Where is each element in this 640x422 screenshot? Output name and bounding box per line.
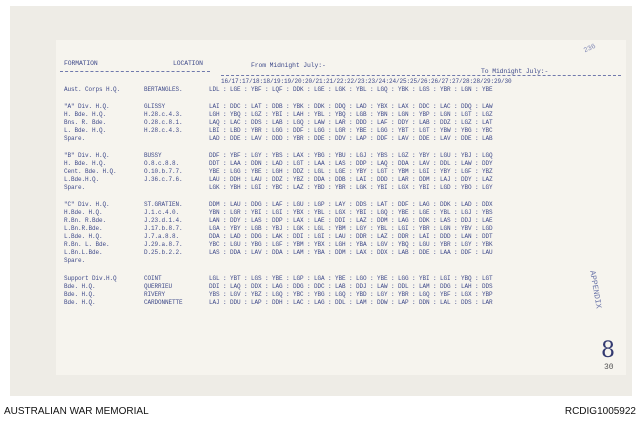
row-formation: Support Div.H.Q (64, 275, 117, 282)
row-formation: L.Bn.L.Bde. (64, 249, 103, 256)
row-codes: LGL : YBT : LGS : YBE : LGP : LGA : YBE : LGO : YBE : LGG : YBI : LGI : YBQ : LGT (209, 275, 493, 282)
row-codes: LAU : DDH : LAU : DDZ : YBZ : DDA : DDB : LAI : DDD : LAR : DDM : LAJ : DDY : LAZ (209, 176, 493, 183)
handwritten-number: 8 (601, 338, 615, 363)
row-location: J.23.d.1.4. (144, 217, 183, 224)
footer-right: RCDIG1005922 (564, 406, 636, 417)
row-location: J.17.b.8.7. (144, 225, 183, 232)
row-formation: H.Bde. H.Q. (64, 209, 103, 216)
row-location: O.10.b.7.7. (144, 168, 183, 175)
row-codes: YBE : LGG : YBE : LGH : DDZ : LGL : LGE : YBY : LGT : YBM : LGI : YBY : LGF : YBZ (209, 168, 493, 175)
row-location: CARDONNETTE (144, 299, 183, 306)
row-codes: LAS : DDA : LAV : DDA : LAM : YBA : DDM : LAX : DDX : LAB : DDE : LAA : DDF : LAU (209, 249, 493, 256)
row-formation: Cent. Bde. H.Q. (64, 168, 117, 175)
row-formation: L.Bde. H.Q. (64, 233, 103, 240)
row-location: ST.GRATIEN. (144, 201, 183, 208)
row-formation: "B" Div. H.Q. (64, 152, 110, 159)
footer-left: AUSTRALIAN WAR MEMORIAL (4, 406, 149, 417)
row-formation: Bns. R. Bde. (64, 119, 107, 126)
row-formation: Bde. H.Q. (64, 283, 96, 290)
header-formation: FORMATION (64, 60, 98, 67)
row-codes: LAD : DDE : LAV : DDD : YBR : DDE : DDV : LAP : DDF : LAV : DDE : LAV : DDE : LAB (209, 135, 493, 142)
row-codes: YBS : LGV : YBZ : LGQ : YBC : YBG : LGQ : YBD : LGY : YBR : LGQ : YBF : LGX : YBP (209, 291, 493, 298)
row-codes: YBN : LGR : YBI : LGI : YBX : YBL : LGX : YBI : LGQ : YBE : LGE : YBL : LGJ : YBS (209, 209, 493, 216)
row-location: RIVERY (144, 291, 166, 298)
header-location: LOCATION (173, 60, 203, 67)
header-dates: 16/17:17/18:18/19:19/20:20/21:21/22:22/23:23/24:24/25:25/26:26/27:27/28:28/29:29/30 (221, 78, 512, 85)
row-codes: DDF : YBF : LGY : YBS : LAX : YBG : YBU : LGJ : YBS : LGZ : YBY : LGU : YBJ : LGQ (209, 152, 493, 159)
row-codes: LGK : YBH : LGI : YBC : LAZ : YBD : YBR : LGK : YBI : LGX : YBI : LGD : YBO : LGY (209, 184, 493, 191)
header-to: To Midnight July:- (481, 68, 549, 75)
row-location: BERTANGLES. (144, 86, 183, 93)
row-formation: L. Bde. H.Q. (64, 127, 107, 134)
row-formation: Spare. (64, 257, 86, 264)
row-location: O.8.c.8.8. (144, 160, 180, 167)
document-paper (56, 40, 626, 375)
row-codes: LAN : DDY : LAS : DDP : LAX : LAE : DDI : LAZ : DDM : LAG : DDK : LAS : DDJ : LAE (209, 217, 493, 224)
row-formation: Spare. (64, 135, 86, 142)
row-codes: LAQ : LAC : DDS : LAB : LGQ : LAW : LAR : DDD : LAF : DDY : LAB : DDZ : LGZ : LAT (209, 119, 493, 126)
row-formation: Spare. (64, 184, 86, 191)
page-number: 236 (582, 42, 598, 56)
row-formation: Aust. Corps H.Q. (64, 86, 121, 93)
row-formation: Bde. H.Q. (64, 291, 96, 298)
row-formation: R.Bn. R.Bde. (64, 217, 107, 224)
row-formation: H. Bde. H.Q. (64, 111, 107, 118)
header-from: From Midnight July:- (251, 62, 326, 69)
row-formation: L.Bde.H.Q. (64, 176, 100, 183)
row-formation: L.Bn.R.Bde. (64, 225, 103, 232)
row-location: COINT (144, 275, 162, 282)
row-formation: "C" Div. H.Q. (64, 201, 110, 208)
row-location: H.28.c.4.3. (144, 111, 183, 118)
row-codes: YBC : LGU : YBG : LGF : YBM : YBX : LGH : YBA : LGV : YBQ : LGU : YBR : LGY : YBK (209, 241, 493, 248)
row-location: J.29.a.8.7. (144, 241, 183, 248)
row-formation: H. Bde. H.Q. (64, 160, 107, 167)
row-codes: DDM : LAU : DDG : LAF : LGU : LGP : LAY : DDS : LAT : DDF : LAG : DDK : LAD : DDX (209, 201, 493, 208)
row-codes: LBI : LBD : YBR : LGG : DDF : LGG : LGR : YBE : LGG : YBT : LGT : YBW : YBG : YBC (209, 127, 493, 134)
row-formation: Bde. H.Q. (64, 299, 96, 306)
row-codes: DDI : LAQ : DDX : LAG : DDG : DDC : LAB : DDJ : LAW : DDL : LAM : DDG : LAH : DDS (209, 283, 493, 290)
row-codes: LGH : YBQ : LGZ : YBI : LAH : YBL : YBQ : LGB : YBN : LGN : YBP : LGN : LGT : LGZ (209, 111, 493, 118)
row-codes: LAI : DDC : LAT : DDB : YBK : DDK : DDQ : LAD : YBX : LAX : DDC : LAC : DDQ : LAW (209, 103, 493, 110)
header-rule-right (221, 75, 621, 76)
row-codes: LAJ : DDU : LAP : DDH : LAC : LAG : DDL : LAM : DDW : LAP : DDN : LAL : DDS : LAR (209, 299, 493, 306)
corner-number: 30 (604, 363, 614, 372)
row-formation: R.Bn. L. Bde. (64, 241, 110, 248)
row-location: J.7.a.8.8. (144, 233, 180, 240)
appendix-stamp: APPENDIX (587, 270, 603, 310)
row-codes: DDT : LAA : DDN : LAD : LGT : LAA : LAS : DDP : LAQ : DDA : LAV : DDL : LAW : DDY (209, 160, 493, 167)
row-location: J.36.c.7.6. (144, 176, 183, 183)
row-location: O.28.c.8.1. (144, 119, 183, 126)
row-location: BUSSY (144, 152, 162, 159)
row-location: GLISSY (144, 103, 166, 110)
row-codes: LGA : YBY : LGB : YBJ : LGK : LGL : YBM : LGY : YBL : LGI : YBR : LGN : YBV : LGD (209, 225, 493, 232)
row-location: D.25.b.2.2. (144, 249, 183, 256)
row-codes: LDL : LGE : YBF : LQF : DDK : LGE : LGK : YBL : LGQ : YBK : LGS : YBR : LGN : YBE (209, 86, 493, 93)
row-location: H.28.c.4.3. (144, 127, 183, 134)
row-location: QUERRIEU (144, 283, 173, 290)
row-formation: "A" Div. H.Q. (64, 103, 110, 110)
header-rule (60, 71, 210, 72)
row-codes: DDA : LAD : DDG : LAK : DDI : LGI : LAU : DDR : LAZ : DDR : LAI : DDD : LAN : DDT (209, 233, 493, 240)
row-location: J.1.c.4.0. (144, 209, 180, 216)
